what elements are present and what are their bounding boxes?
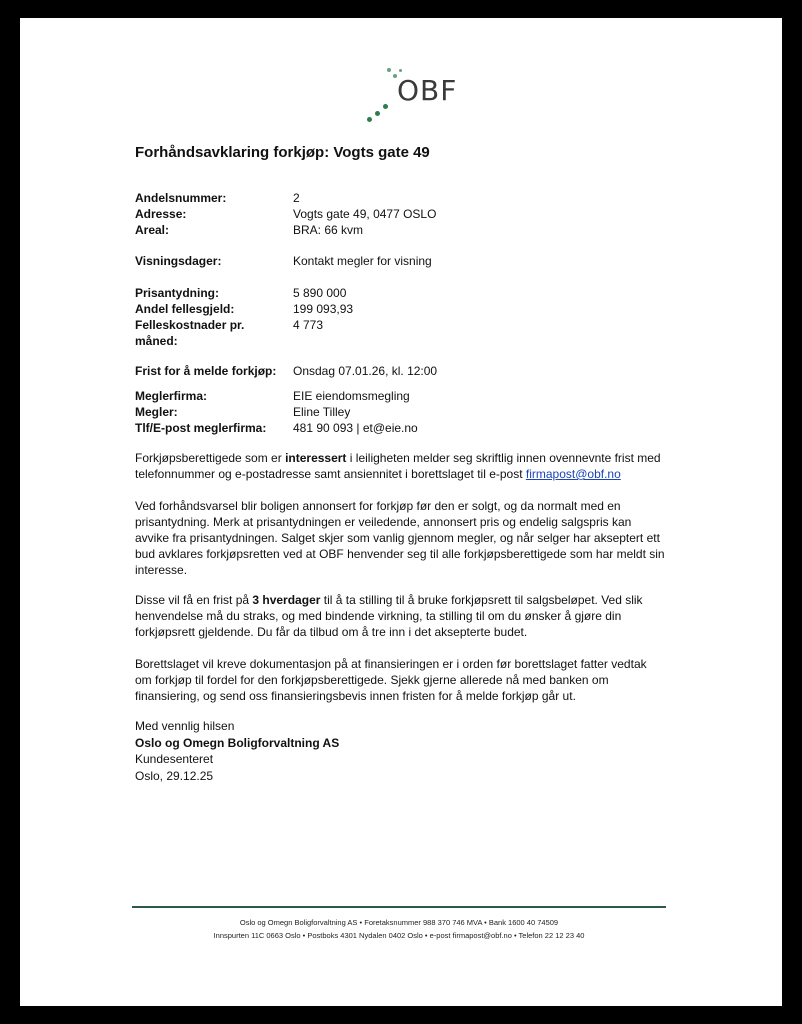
- text-segment: i leiligheten melder seg skriftlig innen ovennevnte frist med telefonnummer og e-postadresse samt ansiennitet i borettslaget til e-post: [135, 451, 661, 481]
- logo-text: OBF: [397, 74, 458, 107]
- field-label: Prisantydning:: [135, 286, 220, 300]
- text-segment: Disse vil få en frist på: [135, 593, 253, 607]
- obf-logo: [363, 66, 458, 122]
- field-label: Tlf/E-post meglerfirma:: [135, 421, 267, 435]
- paragraph-finansiering: Borettslaget vil kreve dokumentasjon på at finansieringen er i orden før borettslaget fatter vedtak om forkjøp til fordel for den forkjøpsberettigede. Sjekk gjerne allerede nå med banken om finansiering, og send oss finansieringsbevis innen fristen for å melde forkjøp går ut.: [135, 657, 647, 703]
- field-value: Onsdag 07.01.26, kl. 12:00: [293, 364, 438, 378]
- field-value: 199 093,93: [293, 302, 354, 316]
- field-label: Megler:: [135, 405, 178, 419]
- paragraph-forhandsvarsel: Ved forhåndsvarsel blir boligen annonsert for forkjøp før den er solgt, og da normalt med en prisantydning. Merk at prisantydningen er veiledende, annonsert pris og endelig salgspris kan avvike fra prisantydningen. Salget skjer som vanlig gjennom megler, og når selger har akseptert ett bud avklares forkjøpsretten ved at OBF henvender seg til alle forkjøpsberettigede som har meldt sin interesse.: [135, 499, 665, 577]
- logo-dot-icon: [375, 111, 380, 116]
- signature-block: [135, 718, 339, 784]
- field-value: 4 773: [293, 318, 324, 332]
- field-label: Felleskostnader pr. måned:: [135, 318, 245, 348]
- field-label: Adresse:: [135, 207, 187, 221]
- company-name: Oslo og Omegn Boligforvaltning AS: [135, 735, 340, 750]
- document-page: [20, 18, 782, 1006]
- paragraph-frist: [135, 592, 665, 640]
- bold-text: 3 hverdager: [252, 593, 321, 607]
- field-label: Visningsdager:: [135, 254, 222, 268]
- page-title: Forhåndsavklaring forkjøp: Vogts gate 49: [135, 144, 430, 161]
- field-value: Eline Tilley: [293, 405, 351, 419]
- bold-text: interessert: [285, 451, 347, 465]
- field-label: Areal:: [135, 223, 170, 237]
- field-label: Andelsnummer:: [135, 191, 227, 205]
- logo-dot-icon: [399, 69, 402, 72]
- footer-line-2: Innspurten 11C 0663 Oslo • Postboks 4301 Nydalen 0402 Oslo • e-post firmapost@obf.no • Telefon 22 12 23 40: [213, 931, 585, 940]
- department: Kundesenteret: [135, 752, 214, 766]
- footer-divider: [132, 906, 666, 908]
- field-value: EIE eiendomsmegling: [293, 389, 410, 403]
- text-segment: Forkjøpsberettigede som er: [135, 451, 286, 465]
- field-value: 5 890 000: [293, 286, 347, 300]
- email-link[interactable]: firmapost@obf.no: [525, 467, 621, 481]
- field-value: 481 90 093 | et@eie.no: [293, 421, 418, 435]
- field-value: Kontakt megler for visning: [293, 254, 432, 268]
- field-label: Andel fellesgjeld:: [135, 302, 235, 316]
- field-label: Meglerfirma:: [135, 389, 208, 403]
- place-date: Oslo, 29.12.25: [135, 768, 214, 783]
- greeting: Med vennlig hilsen: [135, 719, 235, 733]
- logo-dot-icon: [383, 104, 388, 109]
- logo-dot-icon: [367, 117, 372, 122]
- logo-dot-icon: [387, 68, 391, 72]
- field-value: BRA: 66 kvm: [293, 223, 364, 237]
- field-value: Vogts gate 49, 0477 OSLO: [293, 207, 437, 221]
- paragraph-interest: [135, 450, 665, 482]
- text-segment: til å ta stilling til å bruke forkjøpsrett til salgsbeløpet. Ved slik henvendelse må du straks, og med bindende virkning, ta stilling til om du ønsker å gjøre din forkjøpsrett gjeldende. Du får da tilbud om å tre inn i det aksepterte budet.: [135, 593, 643, 639]
- field-label: Frist for å melde forkjøp:: [135, 364, 277, 378]
- footer-line-1: Oslo og Omegn Boligforvaltning AS • Foretaksnummer 988 370 746 MVA • Bank 1600 40 74509: [239, 918, 559, 927]
- field-value: 2: [293, 191, 300, 205]
